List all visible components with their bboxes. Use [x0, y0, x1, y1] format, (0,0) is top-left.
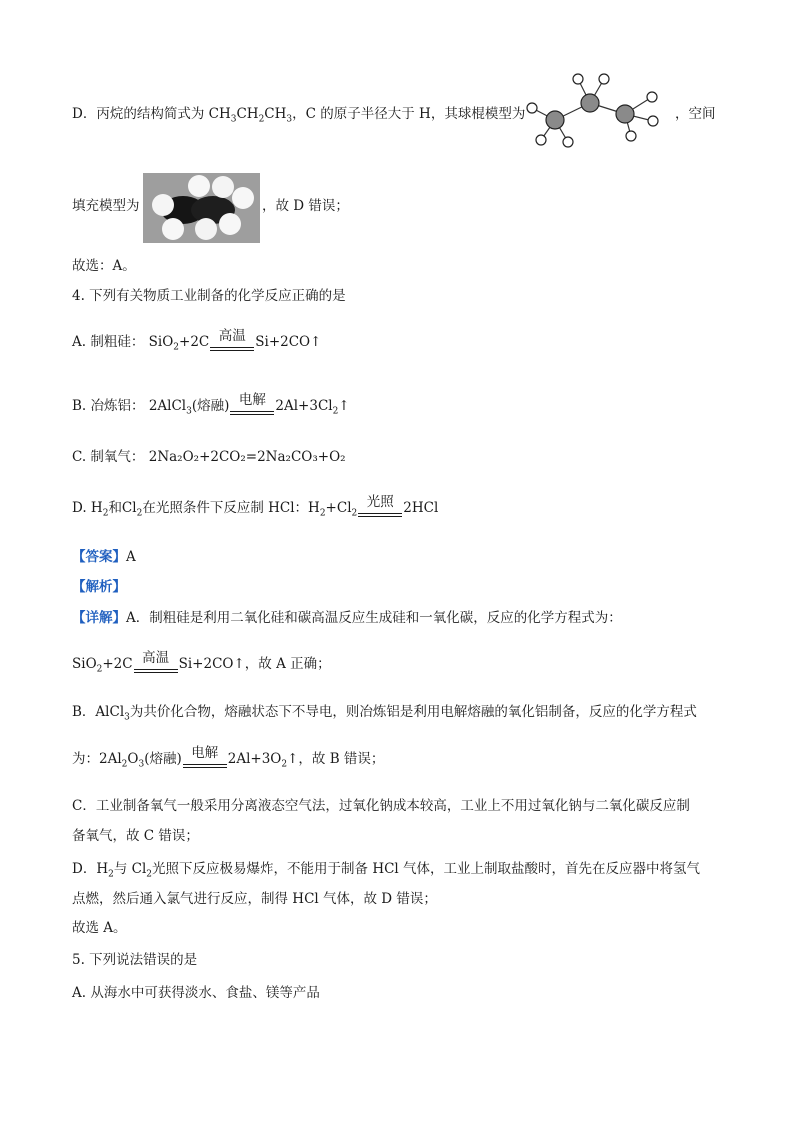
- q5-stem: 5. 下列说法错误的是: [72, 952, 198, 968]
- q3-option-d: D．丙烷的结构简式为 $CH_3CH_2CH_3$，C 的原子半径大于 H，其球棍模型为: [72, 106, 526, 125]
- q4-stem: 4. 下列有关物质工业制备的化学反应正确的是: [72, 288, 346, 304]
- q4-detail-c-2: 备氧气，故 C 错误；: [72, 828, 199, 844]
- equals-condition: 高温: [134, 669, 178, 680]
- q3-choose: 故选：A。: [72, 258, 136, 274]
- q5-option-a: A. 从海水中可获得淡水、食盐、镁等产品: [72, 985, 320, 1001]
- equals-condition: 电解: [183, 764, 227, 775]
- q3-fill-conclusion: ，故 D 错误；: [262, 198, 349, 214]
- equals-condition: 高温: [210, 347, 254, 358]
- q4-detail-c-1: C．工业制备氧气一般采用分离液态空气法，过氧化钠成本较高，工业上不用过氧化钠与二氧化碳反应制: [72, 798, 690, 814]
- q4-option-a: A. 制粗硅： SiO$_2$+2C 高温 Si+2CO↑: [72, 332, 321, 358]
- equals-condition: 光照: [358, 513, 402, 524]
- q4-option-d: D. $H_2$和$Cl_2$在光照条件下反应制 HCl：$H_2+Cl_2$ 光照 2HCl: [72, 498, 438, 524]
- q4-detail-d-2: 点燃，然后通入氯气进行反应，制得 HCl 气体，故 D 错误；: [72, 891, 437, 907]
- q3-fill-label: 填充模型为: [72, 198, 140, 214]
- q4-detail-b-2: 为：$2Al_2O_3$(熔融) 电解 $2Al+3O_2↑$，故 B 错误；: [72, 749, 384, 775]
- q4-detail-a: 【详解】A．制粗硅是利用二氧化硅和碳高温反应生成硅和一氧化碳，反应的化学方程式为：: [72, 610, 622, 626]
- q4-choose: 故选 A。: [72, 920, 127, 936]
- q4-answer: 【答案】A: [72, 549, 136, 565]
- equals-condition: 电解: [230, 411, 274, 422]
- q4-option-c: C. 制氧气： 2Na₂O₂+2CO₂=2Na₂CO₃+O₂: [72, 449, 346, 465]
- q3-option-d-tail: ，空间: [675, 106, 716, 122]
- ball-stick-model-image: [524, 70, 664, 150]
- q4-detail-d-1: D．$H_2$与 $Cl_2$光照下反应极易爆炸，不能用于制备 HCl 气体，工业上制取盐酸时，首先在反应器中将氢气: [72, 861, 701, 880]
- space-filling-model-image: [143, 173, 260, 243]
- q4-detail-b-1: B．AlCl$_3$为共价化合物，熔融状态下不导电，则冶炼铝是利用电解熔融的氧化铝制备，反应的化学方程式: [72, 704, 697, 723]
- q4-detail-a-equation: SiO$_2$+2C 高温 Si+2CO↑，故 A 正确；: [72, 654, 331, 680]
- q4-option-b: B. 冶炼铝： 2AlCl$_3$(熔融) 电解 $2Al+3Cl_2↑$: [72, 396, 350, 422]
- q4-analysis-tag: 【解析】: [72, 579, 126, 595]
